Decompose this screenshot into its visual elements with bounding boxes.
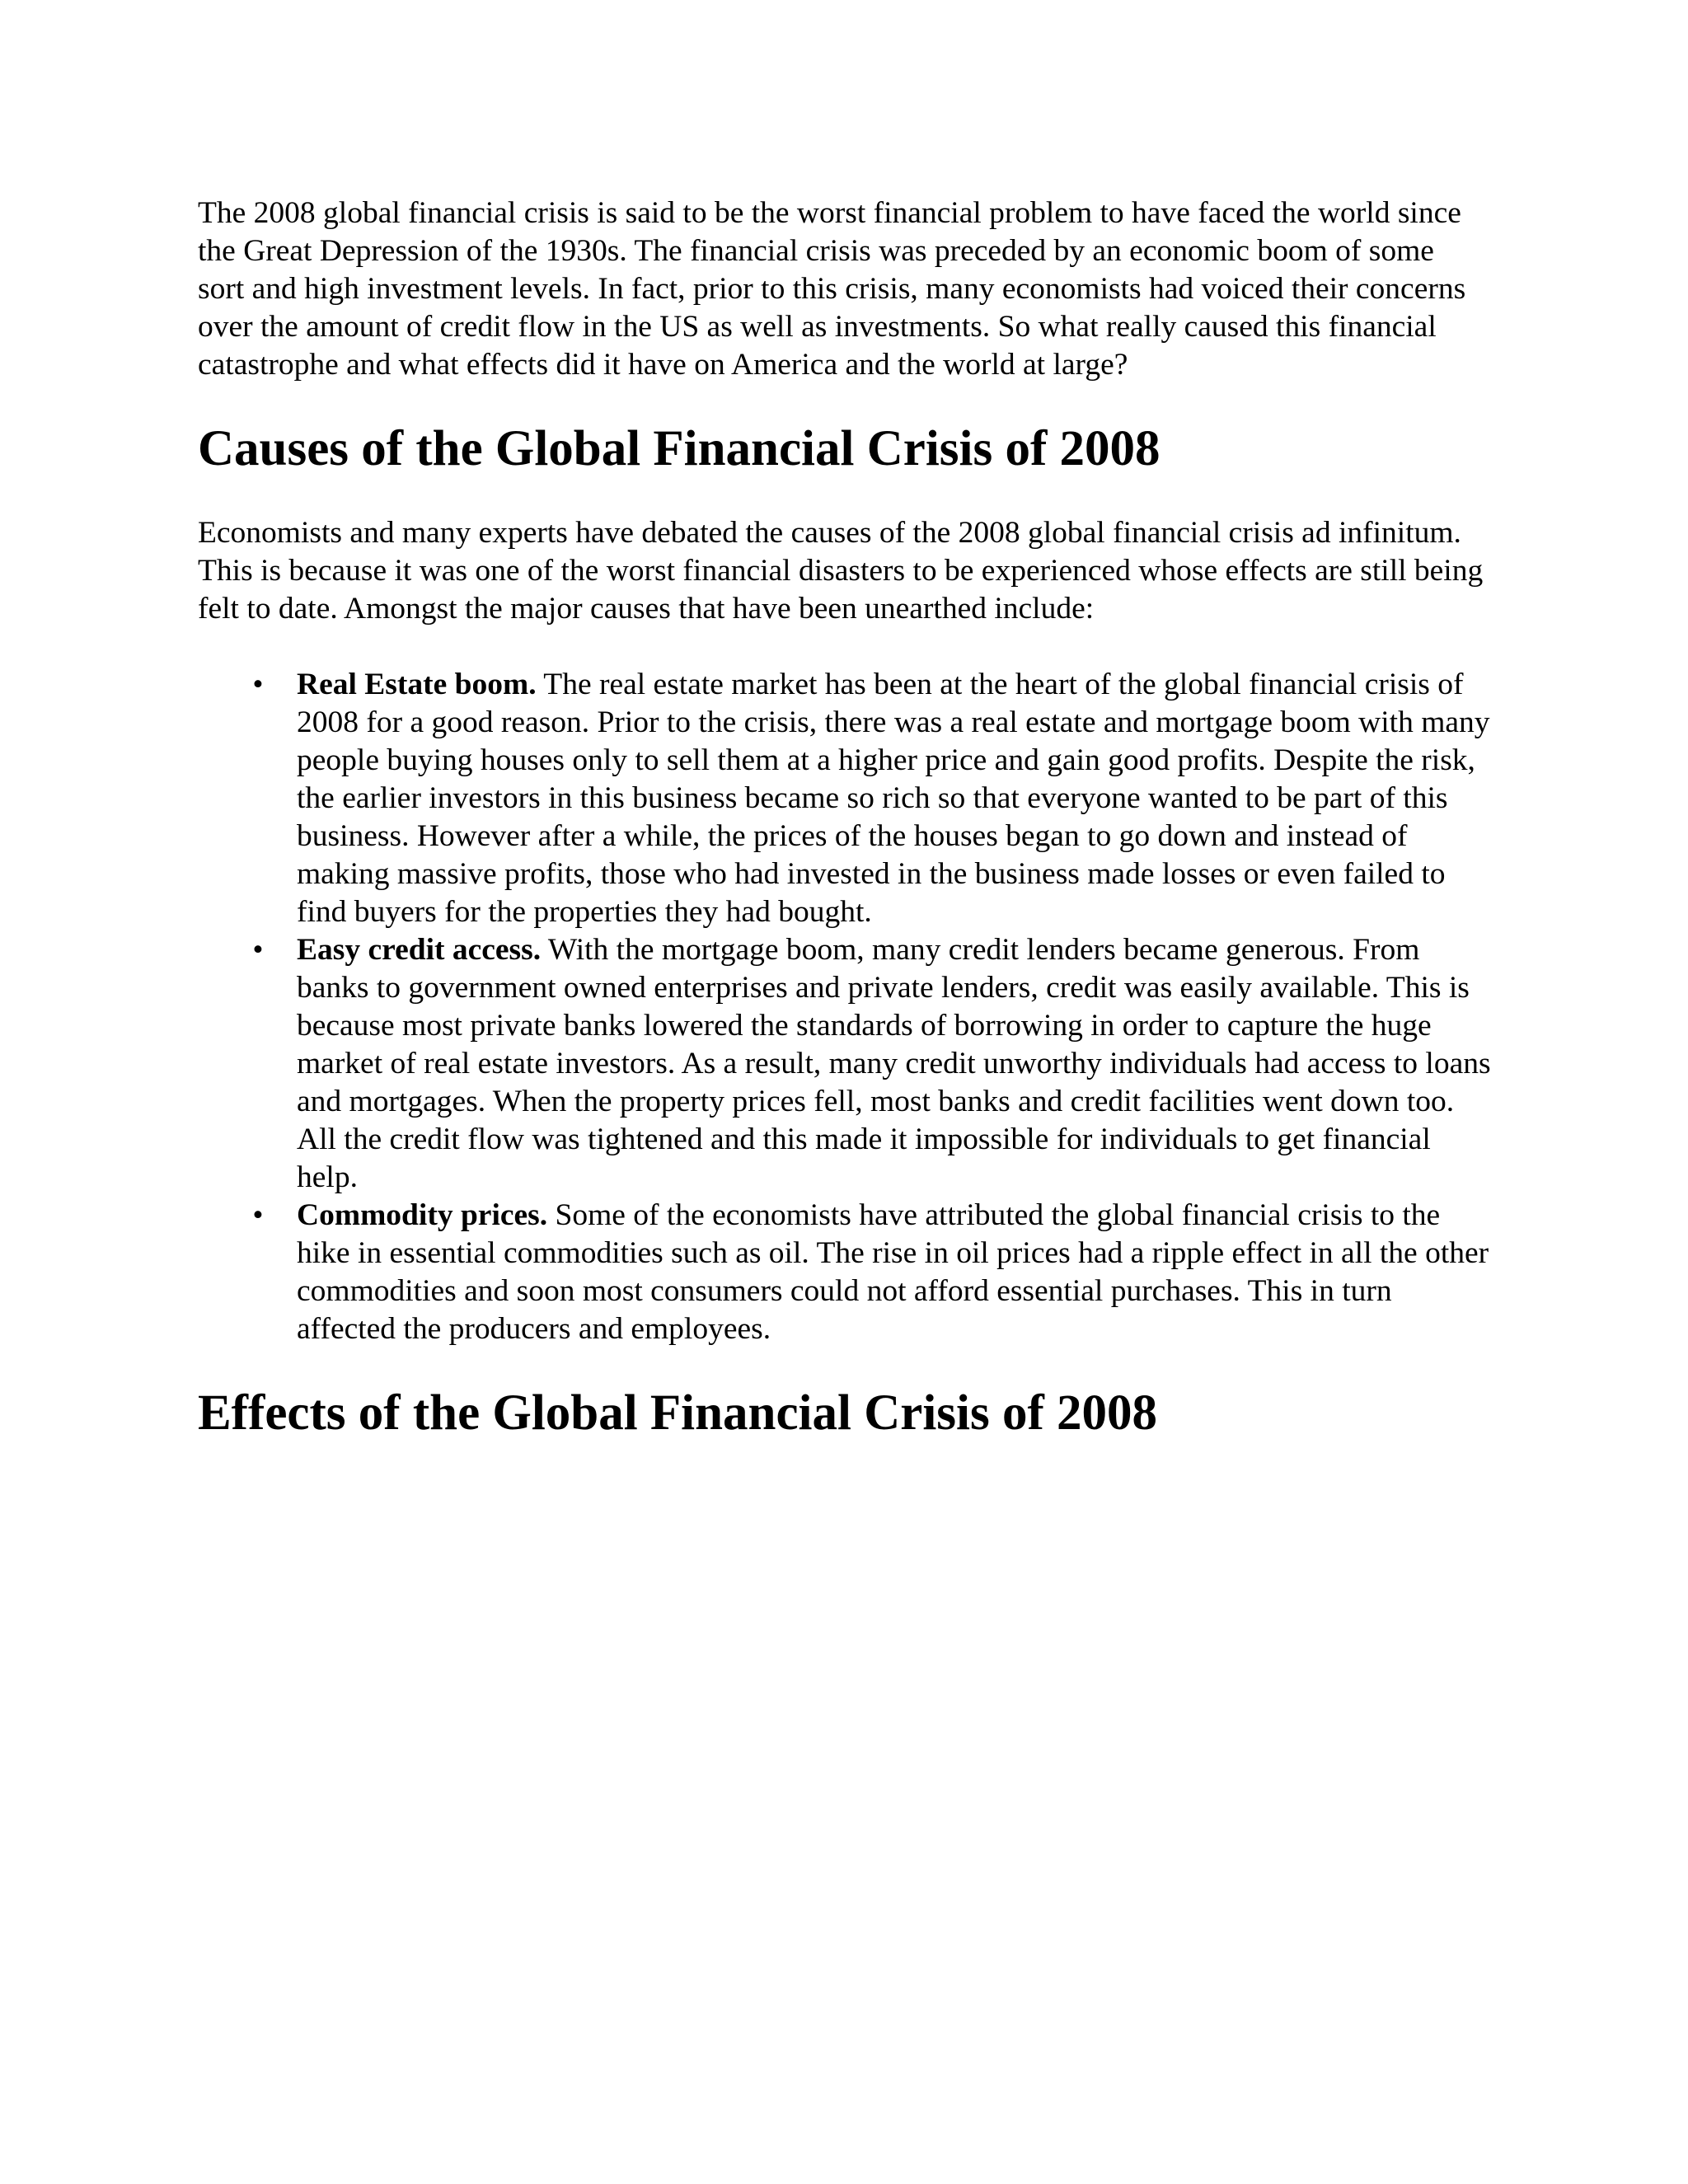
list-item <box>198 666 1492 931</box>
list-item <box>198 931 1492 1197</box>
causes-heading: Causes of the Global Financial Crisis of 2008 <box>198 421 1160 476</box>
cause-description: Some of the economists have attributed the global financial crisis to the hike in essential commodities such as oil. The rise in oil prices had a ripple effect in all the other commodities and soon most consumers could not afford essential purchases. This in turn affected the producers and employees. <box>297 1198 1489 1346</box>
bullet-icon: • <box>252 933 264 967</box>
cause-description: With the mortgage boom, many credit lenders became generous. From banks to government owned enterprises and private lenders, credit was easily available. This is because most private banks lowered the standards of borrowing in order to capture the huge market of real estate investors. As a result, many credit unworthy individuals had access to loans and mortgages. When the property prices fell, most banks and credit facilities went down too. All the credit flow was tightened and this made it impossible for individuals to get financial help. <box>297 933 1491 1194</box>
list-item <box>198 1197 1492 1348</box>
causes-list <box>198 666 1500 1348</box>
bullet-icon: • <box>252 668 264 701</box>
effects-heading: Effects of the Global Financial Crisis of 2008 <box>198 1385 1158 1441</box>
cause-term: Easy credit access. <box>297 933 542 967</box>
intro-paragraph: The 2008 global financial crisis is said to be the worst financial problem to have faced the world since the Great Depression of the 1930s. The financial crisis was preceded by an economic boom of some sort and high investment levels. In fact, prior to this crisis, many economists had voiced their concerns over the amount of credit flow in the US as well as investments. So what really caused this financial catastrophe and what effects did it have on America and the world at large? <box>198 196 1466 382</box>
causes-intro-paragraph: Economists and many experts have debated the causes of the 2008 global financial crisis ad infinitum. This is because it was one of the worst financial disasters to be experienced whose effects are still being felt to date. Amongst the major causes that have been unearthed include: <box>198 516 1484 626</box>
cause-term: Real Estate boom. <box>297 668 537 701</box>
cause-description: The real estate market has been at the heart of the global financial crisis of 2008 for a good reason. Prior to the crisis, there was a real estate and mortgage boom with many people buying houses only to sell them at a higher price and gain good profits. Despite the risk, the earlier investors in this business became so rich so that everyone wanted to be part of this business. However after a while, the prices of the houses began to go down and instead of making massive profits, those who had invested in the business made losses or even failed to find buyers for the properties they had bought. <box>297 668 1490 929</box>
cause-term: Commodity prices. <box>297 1198 548 1232</box>
bullet-icon: • <box>252 1198 264 1232</box>
document-body <box>198 194 1500 1443</box>
